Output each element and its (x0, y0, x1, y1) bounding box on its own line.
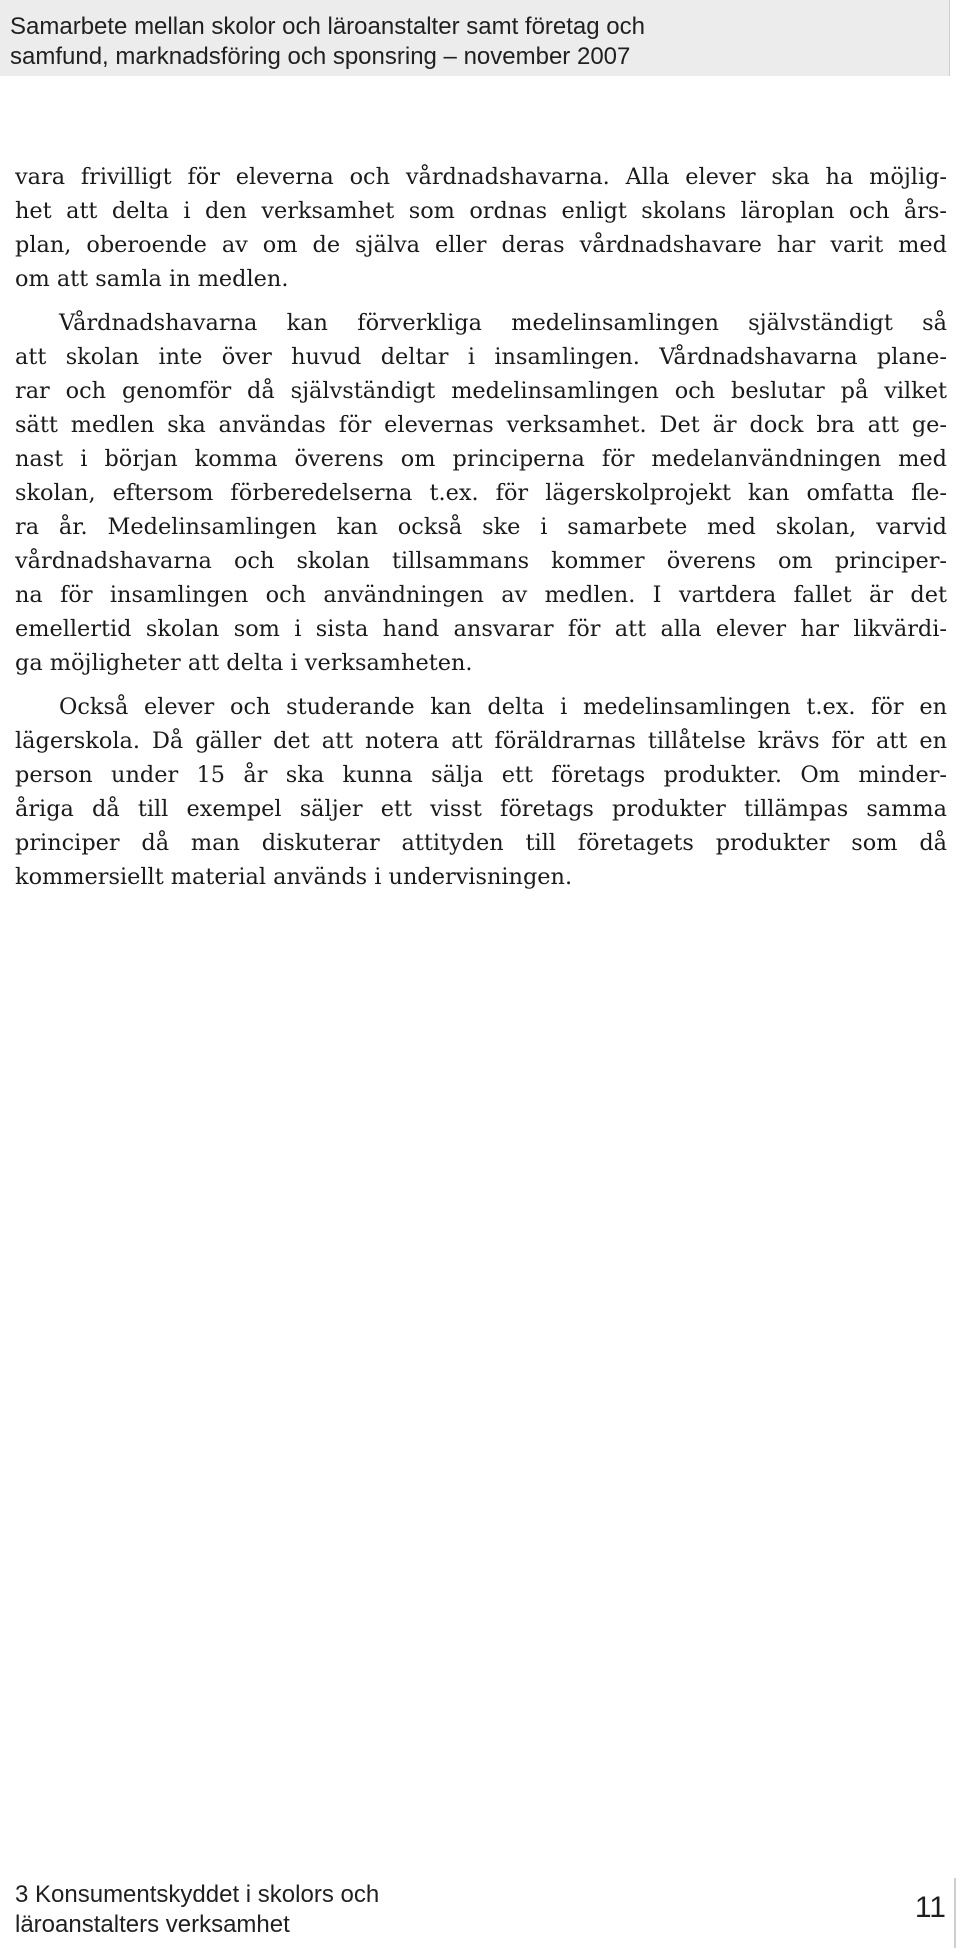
chapter-title-line-1: 3 Konsumentskyddet i skolors och (15, 1881, 380, 1908)
text-line: emellertid skolan som i sista hand ansvarar för att alla elever har likvärdi- (15, 616, 947, 642)
text-line: vara frivilligt för eleverna och vårdnadshavarna. Alla elever ska ha möjlig- (15, 164, 947, 190)
text-line: om att samla in medlen. (15, 266, 289, 292)
chapter-footer (15, 1880, 379, 1940)
text-line: lägerskola. Då gäller det att notera att föräldrarnas tillåtelse krävs för att en (15, 728, 947, 754)
paragraph-1 (15, 160, 947, 296)
running-header (0, 0, 950, 76)
text-line: person under 15 år ska kunna sälja ett företags produkter. Om minder- (15, 762, 947, 788)
text-line: het att delta i den verksamhet som ordnas enligt skolans läroplan och års- (15, 198, 947, 224)
text-line: na för insamlingen och användningen av medlen. I vartdera fallet är det (15, 582, 947, 608)
header-line-1: Samarbete mellan skolor och läroanstalter samt företag och (10, 13, 645, 40)
text-line: ga möjligheter att delta i verksamheten. (15, 650, 473, 676)
text-line: ra år. Medelinsamlingen kan också ske i samarbete med skolan, varvid (15, 514, 947, 540)
page-number: 11 (914, 1891, 946, 1924)
text-line: rar och genomför då självständigt medelinsamlingen och beslutar på vilket (15, 378, 947, 404)
text-line: Också elever och studerande kan delta i medelinsamlingen t.ex. för en (59, 694, 947, 720)
chapter-title-line-2: läroanstalters verksamhet (15, 1911, 290, 1938)
text-line: Vårdnadshavarna kan förverkliga medelinsamlingen självständigt så (59, 310, 947, 336)
text-line: att skolan inte över huvud deltar i insamlingen. Vårdnadshavarna plane- (15, 344, 947, 370)
text-line: principer då man diskuterar attityden till företagets produkter som då (15, 830, 947, 856)
paragraph-3 (15, 690, 947, 894)
text-line: nast i början komma överens om principerna för medelanvändningen med (15, 446, 947, 472)
text-line: sätt medlen ska användas för elevernas verksamhet. Det är dock bra att ge- (15, 412, 947, 438)
text-line: åriga då till exempel säljer ett visst företags produkter tillämpas samma (15, 796, 947, 822)
header-line-2: samfund, marknadsföring och sponsring – november 2007 (10, 43, 631, 70)
text-line: kommersiellt material används i undervisningen. (15, 864, 573, 890)
paragraph-2 (15, 306, 947, 680)
body-text (15, 160, 947, 904)
text-line: plan, oberoende av om de själva eller deras vårdnadshavare har varit med (15, 232, 947, 258)
footer-divider (954, 1878, 956, 1948)
text-line: vårdnadshavarna och skolan tillsammans kommer överens om principer- (15, 548, 947, 574)
text-line: skolan, eftersom förberedelserna t.ex. för lägerskolprojekt kan omfatta fle- (15, 480, 947, 506)
